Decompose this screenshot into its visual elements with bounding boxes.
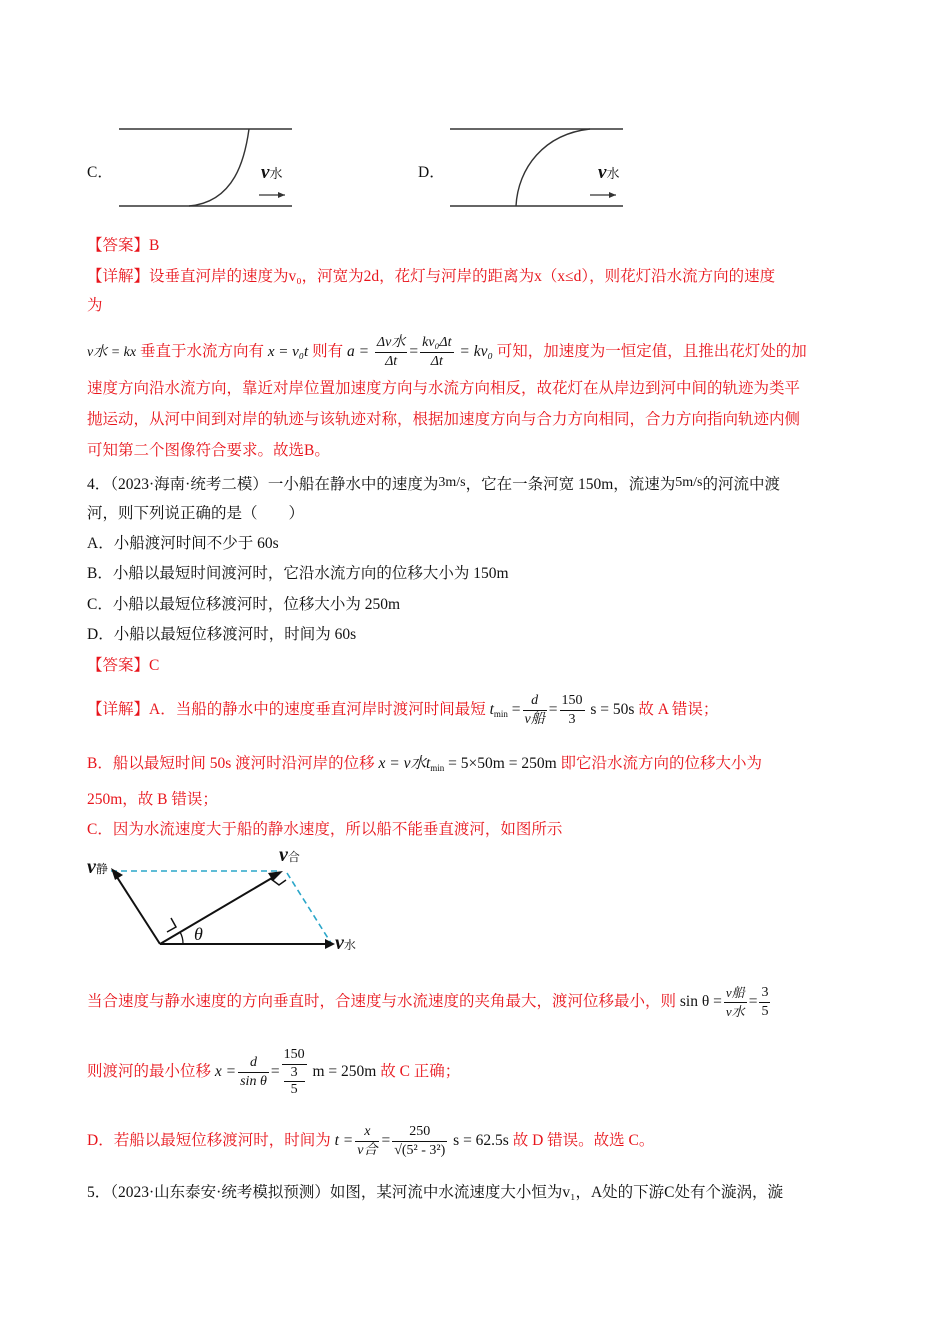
trajectory-curve [189,129,249,206]
water-speed: 5m/s [675,475,703,490]
frac-3-over-5: $\frac{3}{5}$ [761,984,769,1019]
water-velocity-label: v水 [598,162,620,183]
label-theta: θ [194,924,203,944]
q4-detail-d: D．若船以最短位移渡河时，时间为 t = $\frac{x}{\text{v合}}$ = $\frac{250}{\text{√(5² - 3²)}}$ s = 62.5s 故 D 错误。故选 C。 [87,1123,655,1158]
velocity-vector-diagram [87,842,387,972]
q4-detail-b: B．船以最短时间 50s 渡河时沿河岸的位移 x = v水$t_{min} = 5\times 50m = 250m$ 即它沿水流方向的位移大小为 [87,755,763,773]
q4-detail-c: C．因为水流速度大于船的静水速度，所以船不能垂直渡河，如图所示 [87,821,563,838]
vector-static [115,874,160,944]
q4-detail-c2: 当合速度与静水速度的方向垂直时，合速度与水流速度的夹角最大，渡河位移最小，则 sin θ = $\frac{\text{v船}}{\text{v水}}$ = $\frac{3}{5}$ [87,984,769,1019]
water-velocity-label: v水 [261,162,283,183]
q4-detail-b-line2: 250m，故 B 错误； [87,791,218,808]
q4-answer: 【答案】C [87,657,160,674]
frac-d-over-sin: $\frac{d}{\text{sin θ}}$ [240,1054,267,1089]
right-angle-mark-2 [271,879,286,885]
eq-frac-1: $\frac{\text{Δv水}}{\Delta t}$ [376,334,406,369]
option-c-label: C． [87,164,113,181]
water-arrow-head [609,192,616,198]
detail-tag: 【详解】 [87,268,150,285]
q3-equation-line: v水 = kx 垂直于水流方向有 x = v₀t 则有 a = $\frac{\text{Δv水}}{\Delta t}$ = $\frac{\text{kv₀Δt}}{\Delta t}$ = kv₀ 可知，加速度为一恒定值，且推出花灯处的加 [87,334,807,369]
frac-vboat-over-vwater: $\frac{\text{v船}}{\text{v水}}$ [725,984,745,1019]
boat-speed: 3m/s [438,475,466,490]
q4-option-a: A．小船渡河时间不少于 60s [87,535,279,552]
q4-stem-line1: 4．（2023·海南·统考二模）一小船在静水中的速度为3m/s，它在一条河宽 150m，流速为5m/s的河流中渡 [87,475,780,493]
q4-detail-a: 【详解】A．当船的静水中的速度垂直河岸时渡河时间最短 $t_{min}$ = $\frac{d}{\text{v船}}$ = $\frac{150}{3}$ s = 50s 故 A 错误； [87,692,719,727]
q3-detail-line3: 速度方向沿水流方向，靠近对岸位置加速度方向与水流方向相反，故花灯在从岸边到河中间的轨迹为类平 [87,380,801,397]
dashed-right [287,873,331,943]
frac-250-over-sqrt: $\frac{250}{\text{√(5² - 3²)}}$ [394,1123,446,1158]
label-v-water: v水 [335,932,356,954]
label-v-total: v合 [279,844,300,866]
angle-arc [180,932,183,944]
vector-total [160,875,277,944]
q4-option-b: B．小船以最短时间渡河时，它沿水流方向的位移大小为 150m [87,565,509,582]
q4-detail-c3: 则渡河的最小位移 x = $\frac{d}{\text{sin θ}}$ = 150 3 5 m = 250m 故 C 正确； [87,1047,461,1098]
frac-150-over-3: $\frac{150}{3}$ [561,692,583,727]
trajectory-curve [516,129,590,206]
q3-answer: 【答案】B [87,237,160,254]
right-angle-mark-1 [167,918,176,932]
figure-d [418,118,658,218]
frac-x-over-vtotal: $\frac{x}{\text{v合}}$ [357,1123,378,1158]
q3-detail-line1b: 为 [87,297,103,314]
water-arrow-head [278,192,285,198]
frac-150-over-3-5: 150 3 5 [283,1047,305,1098]
q4-stem-line2: 河，则下列说正确的是（ ） [87,505,305,522]
frac-d-over-v: $\frac{d}{\text{v船}}$ [524,692,545,727]
q3-detail-line5: 可知第二个图像符合要求。故选B。 [87,442,330,459]
vector-static-head [111,868,123,880]
eq-v-water: v水 = kx [87,345,137,360]
q3-detail-line1: 【详解】设垂直河岸的速度为v₀，河宽为2d，花灯与河岸的距离为x（x≤d），则花灯沿水流方向的速度 [87,268,776,285]
label-v-static: v静 [87,856,108,878]
figure-c [87,118,317,218]
option-d-label: D． [418,164,445,181]
q3-detail-line4: 抛运动，从河中间到对岸的轨迹与该轨迹对称，根据加速度方向与合力方向相同，合力方向指向轨迹内侧 [87,411,801,428]
q5-stem: 5．（2023·山东泰安·统考模拟预测）如图，某河流中水流速度大小恒为v₁，A处的下游C处有个漩涡，漩 [87,1184,784,1201]
eq-x: x = v₀t [267,344,309,360]
eq-frac-2: $\frac{\text{kv₀Δt}}{\Delta t}$ [422,334,452,369]
q4-option-d: D．小船以最短位移渡河时，时间为 60s [87,626,357,643]
q4-option-c: C．小船以最短位移渡河时，位移大小为 250m [87,596,401,613]
